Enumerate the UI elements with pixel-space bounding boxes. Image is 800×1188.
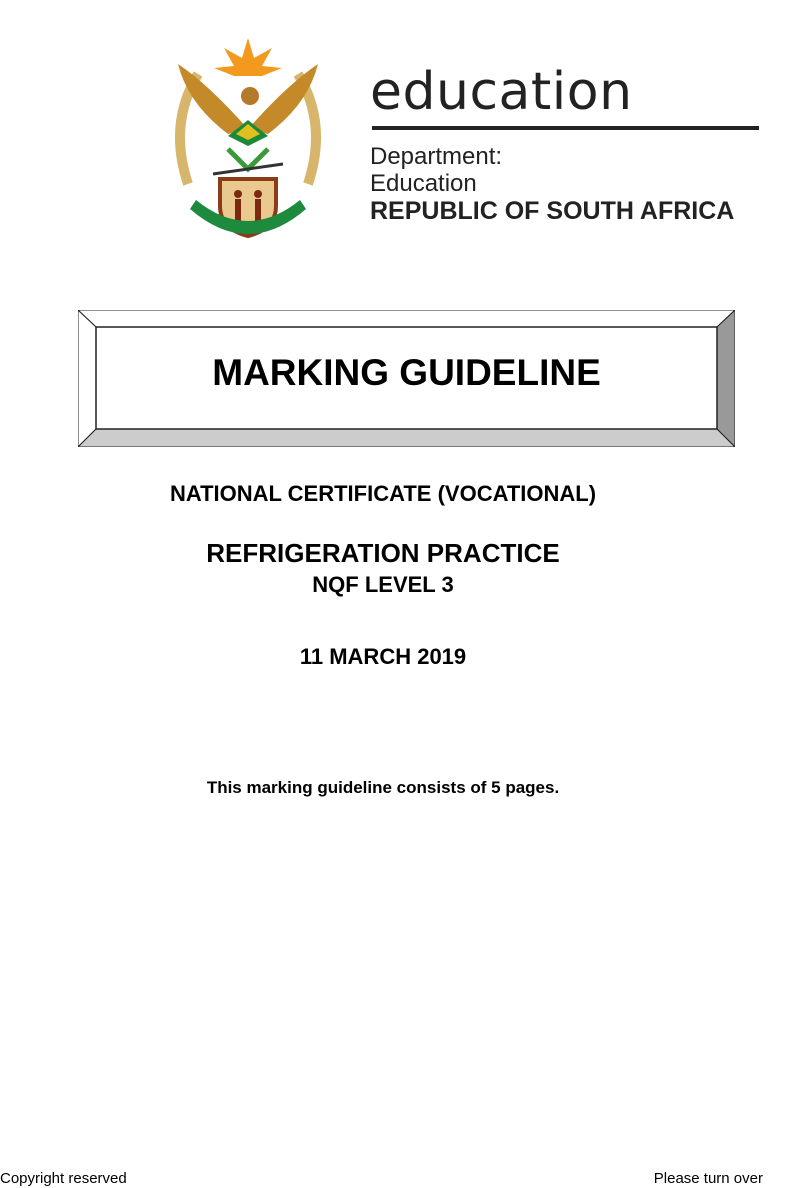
document-title: MARKING GUIDELINE (212, 352, 601, 393)
department-line-1: Department: (370, 143, 503, 170)
header-divider (372, 126, 759, 130)
page-count-note: This marking guideline consists of 5 pages. (206, 778, 560, 797)
exam-date: 11 MARCH 2019 (299, 644, 467, 669)
coat-of-arms-logo (168, 34, 328, 240)
nqf-level: NQF LEVEL 3 (312, 572, 454, 597)
brand-wordmark: education (370, 62, 633, 122)
subject-name: REFRIGERATION PRACTICE (206, 538, 560, 568)
country-name: REPUBLIC OF SOUTH AFRICA (370, 197, 735, 225)
certificate-name: NATIONAL CERTIFICATE (VOCATIONAL) (169, 481, 597, 506)
department-name (370, 143, 502, 197)
footer-turn-over: Please turn over (653, 1170, 763, 1187)
footer-copyright: Copyright reserved (0, 1170, 127, 1187)
department-line-2: Education (370, 170, 477, 197)
